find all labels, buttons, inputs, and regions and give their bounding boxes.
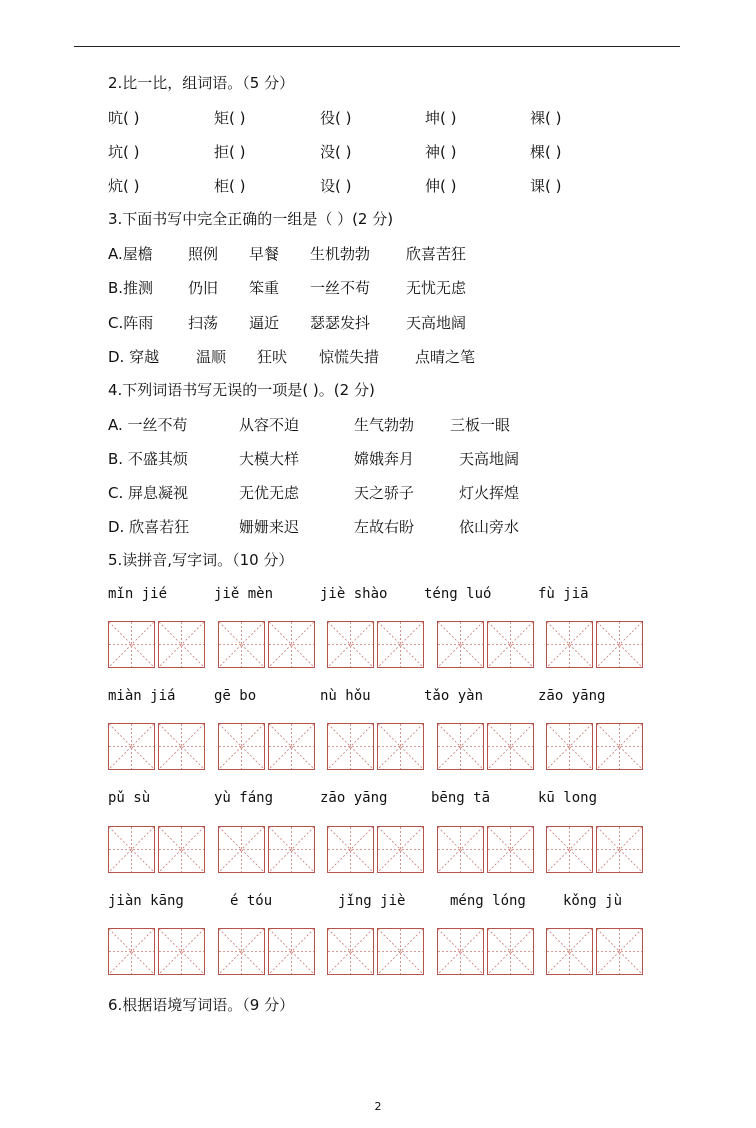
- writing-box[interactable]: [487, 621, 534, 668]
- writing-box[interactable]: [377, 928, 424, 975]
- q3-word: 温顺: [196, 348, 227, 366]
- q5-title: 5.读拼音,写字词。（10 分）: [108, 551, 294, 569]
- q4-word: 天高地阔: [459, 450, 520, 468]
- pinyin: jiè shào: [320, 586, 388, 602]
- writing-box[interactable]: [487, 928, 534, 975]
- q3-title: 3.下面书写中完全正确的一组是（ ）(2 分): [108, 210, 394, 228]
- tianzige-row-2: [108, 723, 648, 771]
- q4-word: 依山旁水: [459, 518, 520, 536]
- word-grid: [437, 928, 535, 976]
- writing-box[interactable]: [218, 723, 265, 770]
- word-grid: [546, 621, 644, 669]
- q3-word: 点晴之笔: [415, 348, 476, 366]
- q4-word: 嫦娥奔月: [354, 450, 415, 468]
- word-grid: [108, 928, 206, 976]
- q4-word: A. 一丝不苟: [108, 416, 188, 434]
- word-grid: [546, 928, 644, 976]
- writing-box[interactable]: [596, 621, 643, 668]
- writing-box[interactable]: [377, 723, 424, 770]
- pinyin: jiàn kāng: [108, 893, 184, 909]
- writing-box[interactable]: [377, 826, 424, 873]
- q4-option-d: [108, 516, 668, 536]
- pinyin: é tóu: [230, 893, 273, 909]
- pinyin: téng luó: [424, 586, 492, 602]
- word-grid: [327, 928, 425, 976]
- q2-cell: 坑( ): [108, 143, 140, 161]
- q4-word: 三板一眼: [450, 416, 511, 434]
- writing-box[interactable]: [437, 928, 484, 975]
- q3-option-c: [108, 312, 668, 332]
- writing-box[interactable]: [108, 826, 155, 873]
- q3-word: B.推测: [108, 279, 154, 297]
- writing-box[interactable]: [268, 621, 315, 668]
- word-grid: [546, 826, 644, 874]
- word-grid: [327, 723, 425, 771]
- writing-box[interactable]: [437, 723, 484, 770]
- q4-word: 大模大样: [239, 450, 300, 468]
- word-grid: [218, 928, 316, 976]
- word-grid: [437, 723, 535, 771]
- q2-title: 2.比一比，组词语。（5 分）: [108, 74, 295, 92]
- q4-word: D. 欣喜若狂: [108, 518, 190, 536]
- writing-box[interactable]: [218, 826, 265, 873]
- q2-cell: 坤( ): [425, 109, 457, 127]
- word-grid: [437, 621, 535, 669]
- q3-word: 惊慌失措: [319, 348, 380, 366]
- pinyin: méng lóng: [450, 893, 526, 909]
- header-rule: [74, 46, 680, 47]
- pinyin: gē bo: [214, 688, 257, 704]
- q2-cell: 课( ): [530, 177, 562, 195]
- q2-cell: 拒( ): [214, 143, 246, 161]
- q4-word: 姗姗来迟: [239, 518, 300, 536]
- writing-box[interactable]: [218, 621, 265, 668]
- q3-word: 早餐: [249, 245, 280, 263]
- writing-box[interactable]: [487, 723, 534, 770]
- writing-box[interactable]: [596, 723, 643, 770]
- q4-word: 生气勃勃: [354, 416, 415, 434]
- writing-box[interactable]: [487, 826, 534, 873]
- q6-title: 6.根据语境写词语。（9 分）: [108, 996, 295, 1014]
- q3-word: 生机勃勃: [310, 245, 371, 263]
- q3-word: 欣喜苦狂: [406, 245, 467, 263]
- page-number: 2: [374, 1100, 382, 1113]
- q2-cell: 神( ): [425, 143, 457, 161]
- writing-box[interactable]: [268, 723, 315, 770]
- q3-word: 扫荡: [188, 314, 219, 332]
- q4-option-b: [108, 448, 668, 468]
- writing-box[interactable]: [546, 723, 593, 770]
- word-grid: [437, 826, 535, 874]
- word-grid: [218, 826, 316, 874]
- writing-box[interactable]: [596, 928, 643, 975]
- writing-box[interactable]: [327, 723, 374, 770]
- writing-box[interactable]: [377, 621, 424, 668]
- pinyin: miàn jiá: [108, 688, 176, 704]
- writing-box[interactable]: [218, 928, 265, 975]
- writing-box[interactable]: [268, 826, 315, 873]
- tianzige-row-3: [108, 826, 648, 874]
- q2-cell: 炕( ): [108, 177, 140, 195]
- word-grid: [108, 826, 206, 874]
- writing-box[interactable]: [158, 928, 205, 975]
- writing-box[interactable]: [268, 928, 315, 975]
- word-grid: [218, 621, 316, 669]
- q4-word: 从容不迫: [239, 416, 300, 434]
- writing-box[interactable]: [158, 826, 205, 873]
- q3-word: 狂吠: [257, 348, 288, 366]
- q4-title: 4.下列词语书写无误的一项是( )。(2 分): [108, 381, 375, 399]
- q3-word: C.阵雨: [108, 314, 154, 332]
- q2-row-1: [108, 107, 628, 127]
- q3-word: 仍旧: [188, 279, 219, 297]
- q3-word: 天高地阔: [406, 314, 467, 332]
- q2-cell: 伸( ): [425, 177, 457, 195]
- word-grid: [327, 826, 425, 874]
- pinyin: kǒng jù: [563, 893, 623, 909]
- word-grid: [108, 723, 206, 771]
- q3-word: 瑟瑟发抖: [310, 314, 371, 332]
- q2-cell: 棵( ): [530, 143, 562, 161]
- q4-option-c: [108, 482, 668, 502]
- q2-row-3: [108, 175, 628, 195]
- writing-box[interactable]: [327, 826, 374, 873]
- q2-cell: 役( ): [320, 109, 352, 127]
- q3-option-b: [108, 277, 668, 297]
- q3-word: 笨重: [249, 279, 280, 297]
- q3-word: A.屋檐: [108, 245, 153, 263]
- writing-box[interactable]: [546, 826, 593, 873]
- pinyin: yù fáng: [214, 790, 274, 806]
- q3-option-d: [108, 346, 668, 366]
- q4-word: 左故右盼: [354, 518, 415, 536]
- writing-box[interactable]: [108, 723, 155, 770]
- word-grid: [218, 723, 316, 771]
- writing-box[interactable]: [546, 928, 593, 975]
- pinyin: zāo yāng: [538, 688, 606, 704]
- writing-box[interactable]: [158, 723, 205, 770]
- q3-word: 逼近: [249, 314, 280, 332]
- writing-box[interactable]: [108, 928, 155, 975]
- writing-box[interactable]: [437, 826, 484, 873]
- q4-word: 灯火挥煌: [459, 484, 520, 502]
- q3-option-a: [108, 243, 668, 263]
- writing-box[interactable]: [327, 928, 374, 975]
- q4-word: B. 不盛其烦: [108, 450, 188, 468]
- word-grid: [327, 621, 425, 669]
- q3-word: 一丝不苟: [310, 279, 371, 297]
- pinyin-row-3: [108, 790, 668, 810]
- tianzige-row-4: [108, 928, 648, 976]
- q3-word: D. 穿越: [108, 348, 160, 366]
- writing-box[interactable]: [596, 826, 643, 873]
- q3-word: 照例: [188, 245, 219, 263]
- writing-box[interactable]: [327, 621, 374, 668]
- q4-word: C. 屏息凝视: [108, 484, 189, 502]
- pinyin-row-1: [108, 586, 668, 606]
- q4-option-a: [108, 414, 668, 434]
- q2-cell: 吭( ): [108, 109, 140, 127]
- writing-box[interactable]: [158, 621, 205, 668]
- writing-box[interactable]: [437, 621, 484, 668]
- word-grid: [108, 621, 206, 669]
- pinyin: fù jiā: [538, 586, 589, 602]
- pinyin: mǐn jié: [108, 586, 168, 602]
- pinyin: zāo yāng: [320, 790, 388, 806]
- tianzige-row-1: [108, 621, 648, 669]
- q2-cell: 裸( ): [530, 109, 562, 127]
- q2-cell: 柜( ): [214, 177, 246, 195]
- q3-word: 无忧无虑: [406, 279, 467, 297]
- q2-row-2: [108, 141, 628, 161]
- q4-word: 天之骄子: [354, 484, 415, 502]
- pinyin: jiě mèn: [214, 586, 274, 602]
- q2-cell: 矩( ): [214, 109, 246, 127]
- q4-word: 无优无虑: [239, 484, 300, 502]
- pinyin: kū long: [538, 790, 598, 806]
- word-grid: [546, 723, 644, 771]
- q2-cell: 设( ): [320, 177, 352, 195]
- pinyin: tǎo yàn: [424, 688, 484, 704]
- pinyin-row-2: [108, 688, 668, 708]
- pinyin: bēng tā: [431, 790, 491, 806]
- pinyin: jǐng jiè: [338, 893, 406, 909]
- pinyin: pǔ sù: [108, 790, 151, 806]
- writing-box[interactable]: [108, 621, 155, 668]
- writing-box[interactable]: [546, 621, 593, 668]
- pinyin: nù hǒu: [320, 688, 371, 704]
- q2-cell: 没( ): [320, 143, 352, 161]
- pinyin-row-4: [108, 893, 668, 913]
